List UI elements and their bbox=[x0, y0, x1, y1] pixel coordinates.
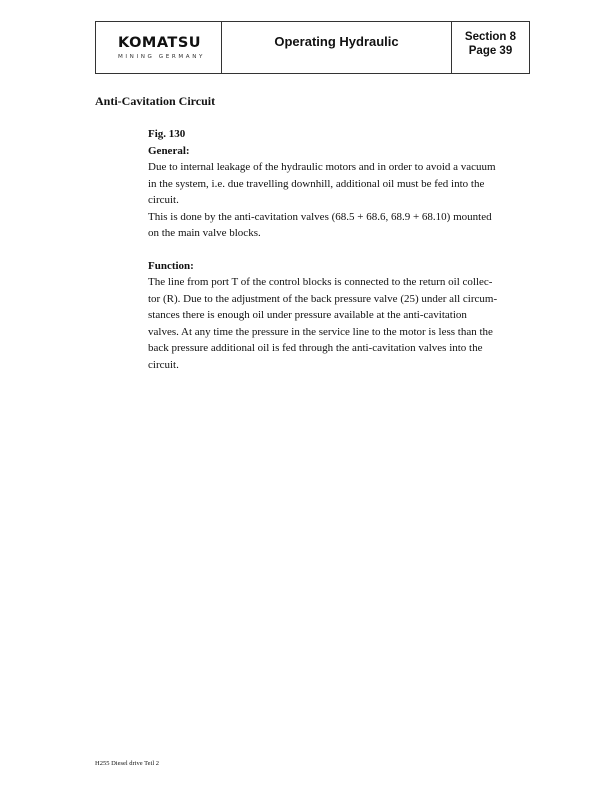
komatsu-logo: KOMATSU bbox=[118, 34, 202, 51]
general-line: in the system, i.e. due travelling downhill, additional oil must be fed into the bbox=[148, 177, 485, 190]
page-footer: H255 Diesel drive Teil 2 bbox=[95, 760, 160, 767]
logo-subtext: MINING GERMANY bbox=[118, 53, 206, 60]
figure-reference: Fig. 130 bbox=[148, 128, 186, 140]
page-header bbox=[95, 21, 530, 74]
header-title: Operating Hydraulic bbox=[222, 22, 452, 73]
function-line: circuit. bbox=[148, 358, 179, 371]
function-line: stances there is enough oil under pressure available at the anti-cavitation bbox=[148, 309, 467, 321]
function-line: tor (R). Due to the adjustment of the back pressure valve (25) under all circum- bbox=[148, 292, 498, 305]
general-title: General: bbox=[148, 144, 190, 157]
section-heading: Anti-Cavitation Circuit bbox=[95, 94, 216, 108]
main-content bbox=[148, 126, 518, 373]
section-cell bbox=[452, 22, 529, 73]
general-line: Due to internal leakage of the hydraulic motors and in order to avoid a vacuum bbox=[148, 161, 496, 173]
general-line: circuit. bbox=[148, 194, 179, 206]
page-label: Page 39 bbox=[468, 45, 513, 57]
function-line: valves. At any time the pressure in the service line to the motor is less than the bbox=[148, 325, 493, 338]
function-line: The line from port T of the control blocks is connected to the return oil collec- bbox=[148, 276, 493, 288]
general-line: on the main valve blocks. bbox=[148, 227, 261, 239]
function-title: Function: bbox=[148, 259, 194, 272]
spacer bbox=[148, 242, 518, 258]
section-label: Section 8 bbox=[464, 31, 517, 43]
function-line: back pressure additional oil is fed through the anti-cavitation valves into the bbox=[148, 342, 483, 354]
logo-cell bbox=[96, 22, 222, 73]
general-line: This is done by the anti-cavitation valves (68.5 + 68.6, 68.9 + 68.10) mounted bbox=[148, 210, 492, 223]
